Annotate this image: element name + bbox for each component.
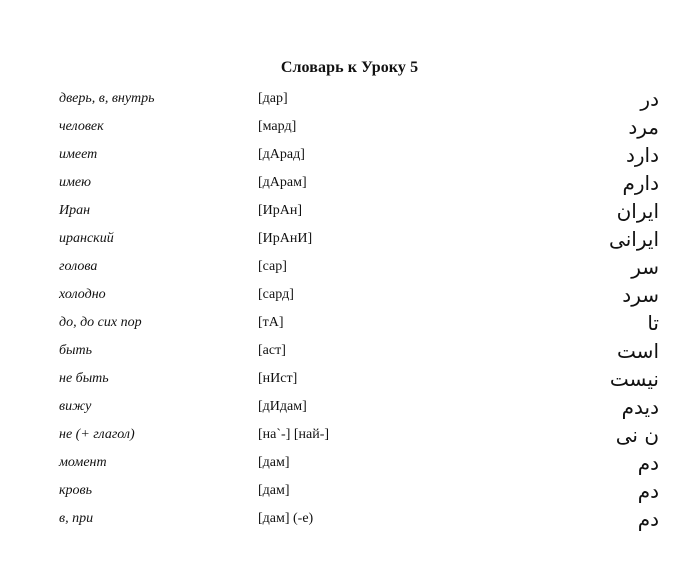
vocab-row: [0, 477, 699, 505]
vocab-row: [0, 505, 699, 533]
vocab-row: [0, 365, 699, 393]
vocab-row: [0, 309, 699, 337]
transliteration: [сар]: [258, 259, 287, 274]
page-title: Словарь к Уроку 5: [280, 59, 419, 76]
transliteration: [мард]: [258, 119, 297, 134]
vocab-row: [0, 225, 699, 253]
russian-meaning: иранский: [59, 231, 114, 246]
russian-meaning: Иран: [59, 203, 91, 218]
persian-word: دیدم: [621, 395, 659, 419]
persian-word: سر: [631, 255, 659, 279]
persian-word: دارد: [625, 143, 659, 167]
russian-meaning: холодно: [59, 287, 106, 302]
vocab-row: [0, 141, 699, 169]
vocab-row: [0, 85, 699, 113]
persian-word: ایرانی: [609, 227, 659, 251]
russian-meaning: быть: [59, 343, 93, 358]
russian-meaning: не (+ глагол): [59, 427, 135, 442]
persian-word: تا: [647, 311, 659, 335]
vocab-row: [0, 113, 699, 141]
russian-meaning: кровь: [59, 483, 92, 498]
persian-word: سرد: [622, 283, 659, 307]
persian-word: ن نی: [615, 423, 659, 447]
transliteration: [дам] (-е): [258, 511, 314, 526]
persian-word: دارم: [622, 171, 659, 195]
transliteration: [на`-] [най-]: [258, 427, 330, 442]
vocab-row: [0, 337, 699, 365]
vocabulary-list: [0, 85, 699, 533]
vocab-row: [0, 393, 699, 421]
persian-word: مرد: [628, 115, 659, 139]
russian-meaning: голова: [59, 259, 98, 274]
persian-word: ایران: [616, 199, 659, 223]
russian-meaning: не быть: [59, 371, 109, 386]
russian-meaning: человек: [59, 119, 104, 134]
persian-word: نیست: [609, 367, 659, 391]
russian-meaning: имеет: [59, 147, 98, 162]
transliteration: [сард]: [258, 287, 294, 302]
transliteration: [ИрАн]: [258, 203, 303, 218]
persian-word: دم: [637, 479, 659, 503]
vocab-row: [0, 421, 699, 449]
persian-word: است: [617, 339, 659, 363]
vocab-row: [0, 281, 699, 309]
vocab-row: [0, 169, 699, 197]
transliteration: [дам]: [258, 483, 290, 498]
transliteration: [аст]: [258, 343, 286, 358]
transliteration: [дИдам]: [258, 399, 307, 414]
russian-meaning: вижу: [59, 399, 92, 414]
transliteration: [нИст]: [258, 371, 298, 386]
russian-meaning: имею: [59, 175, 92, 190]
transliteration: [ИрАнИ]: [258, 231, 313, 246]
vocab-row: [0, 253, 699, 281]
transliteration: [тА]: [258, 315, 284, 330]
russian-meaning: дверь, в, внутрь: [59, 91, 155, 106]
transliteration: [дам]: [258, 455, 290, 470]
transliteration: [дАрам]: [258, 175, 307, 190]
russian-meaning: до, до сих пор: [59, 315, 142, 330]
persian-word: دم: [637, 507, 659, 531]
persian-word: دم: [637, 451, 659, 475]
vocab-row: [0, 197, 699, 225]
russian-meaning: в, при: [59, 511, 94, 526]
persian-word: در: [640, 87, 659, 111]
transliteration: [дар]: [258, 91, 288, 106]
russian-meaning: момент: [59, 455, 107, 470]
transliteration: [дАрад]: [258, 147, 305, 162]
vocab-row: [0, 449, 699, 477]
